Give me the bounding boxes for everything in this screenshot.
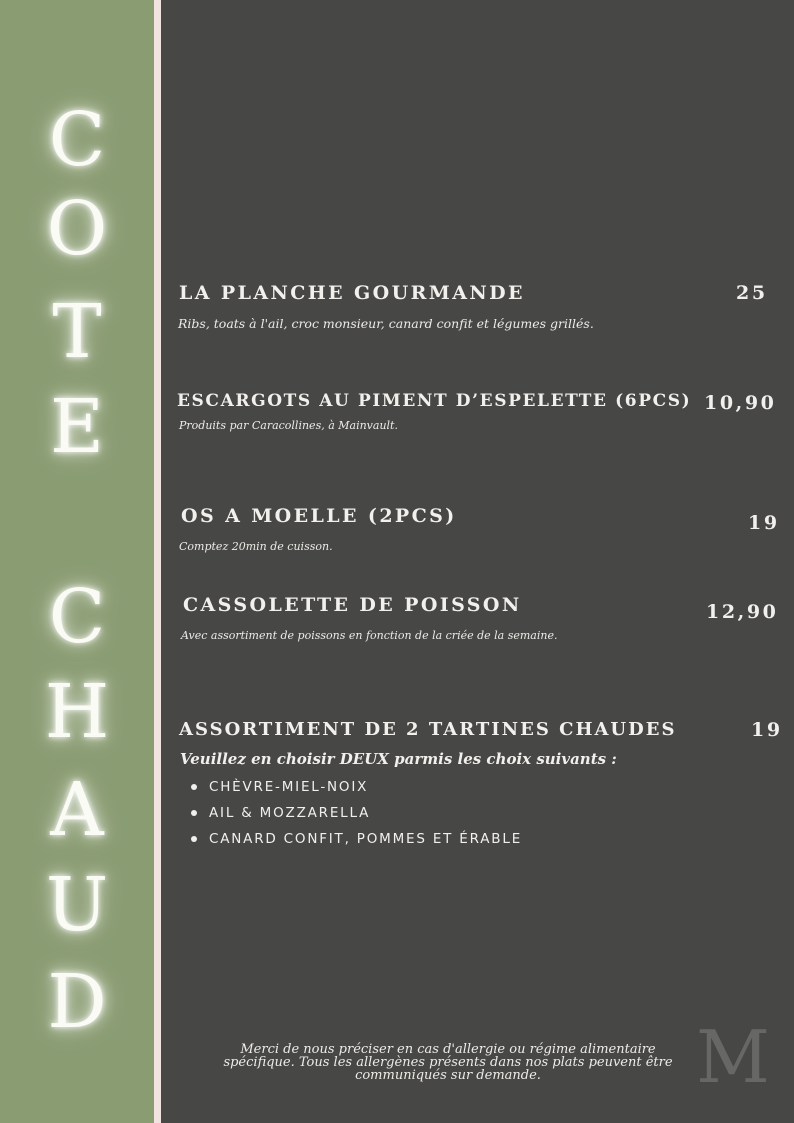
item-price: 25 xyxy=(736,282,768,304)
list-item xyxy=(191,803,522,829)
item-description: Ribs, toats à l'ail, croc monsieur, canard confit et légumes grillés. xyxy=(178,316,594,331)
bullet-icon xyxy=(191,810,197,816)
allergy-note xyxy=(183,1043,713,1082)
item-description: Produits par Caracollines, à Mainvault. xyxy=(179,419,398,432)
item-title: OS A MOELLE (2PCS) xyxy=(181,505,457,527)
option-label: AIL & MOZZARELLA xyxy=(209,805,371,821)
option-label: CHÈVRE-MIEL-NOIX xyxy=(209,779,369,795)
tartine-options-list xyxy=(191,777,522,855)
allergy-note-line: spécifique. Tous les allergènes présents dans nos plats peuvent être xyxy=(223,1055,673,1070)
sidebar-letter: O xyxy=(46,186,108,272)
sidebar-letter: T xyxy=(52,289,102,375)
item-title: LA PLANCHE GOURMANDE xyxy=(179,282,525,304)
item-price: 19 xyxy=(751,719,783,741)
sidebar-letter: H xyxy=(44,669,110,755)
list-item xyxy=(191,777,522,803)
bullet-icon xyxy=(191,836,197,842)
bullet-icon xyxy=(191,784,197,790)
sidebar-stripe xyxy=(154,0,161,1123)
item-description: Avec assortiment de poissons en fonction de la criée de la semaine. xyxy=(181,629,558,642)
allergy-note-line: communiqués sur demande. xyxy=(355,1068,541,1083)
sidebar-panel xyxy=(0,0,154,1123)
item-title: ASSORTIMENT DE 2 TARTINES CHAUDES xyxy=(179,719,677,740)
allergy-note-line: Merci de nous préciser en cas d'allergie ou régime alimentaire xyxy=(240,1042,656,1057)
item-price: 10,90 xyxy=(704,392,777,414)
item-title: CASSOLETTE DE POISSON xyxy=(183,594,522,616)
list-item xyxy=(191,829,522,855)
brand-logo: M xyxy=(696,1015,770,1099)
sidebar-letter: D xyxy=(47,959,107,1045)
item-title: ESCARGOTS AU PIMENT D’ESPELETTE (6PCS) xyxy=(177,391,692,411)
sidebar-letter: C xyxy=(48,97,106,183)
item-price: 12,90 xyxy=(706,601,779,623)
sidebar-letter: C xyxy=(48,574,106,660)
option-label: CANARD CONFIT, POMMES ET ÉRABLE xyxy=(209,831,523,847)
sidebar-letter: A xyxy=(50,767,104,853)
sidebar-letter: U xyxy=(45,862,109,948)
item-description: Comptez 20min de cuisson. xyxy=(179,540,333,553)
item-price: 19 xyxy=(748,512,780,534)
item-subtitle: Veuillez en choisir DEUX parmis les choix suivants : xyxy=(180,750,617,768)
sidebar-letter: E xyxy=(49,384,105,470)
menu-main xyxy=(161,0,794,1123)
